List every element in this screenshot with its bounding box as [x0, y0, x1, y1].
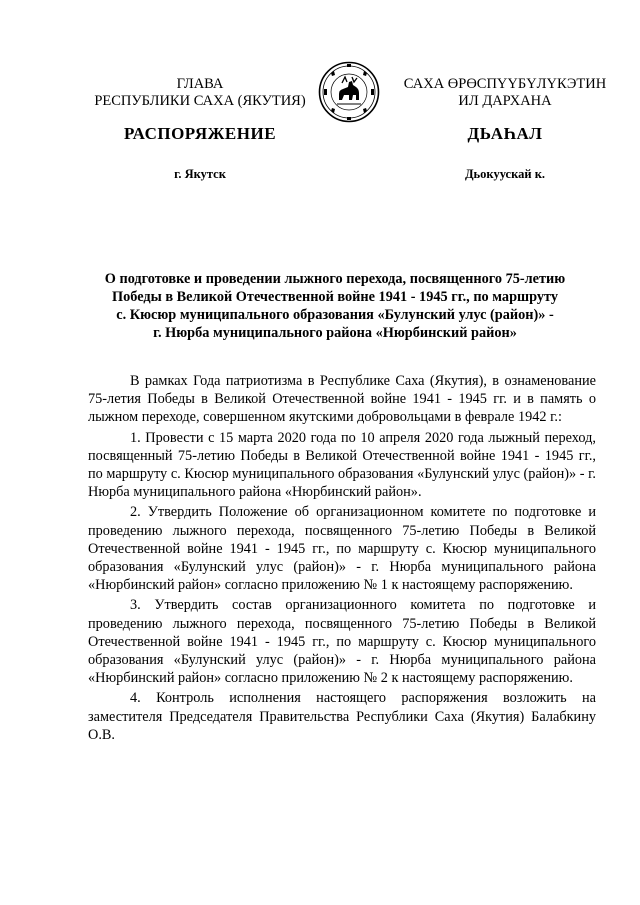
body-intro-paragraph: В рамках Года патриотизма в Республике Саха (Якутия), в ознаменование 75-летия Победы в Великой Отечественной войне 1941 - 1945 гг. и в память о лыжном переходе, совершенном якутскими добровольцами в феврале 1942 г.:: [88, 373, 596, 426]
header-left-line2: РЕСПУБЛИКИ САХА (ЯКУТИЯ): [94, 93, 306, 109]
document-type-title-ru: РАСПОРЯЖЕНИЕ: [123, 124, 277, 143]
subject-line-1: О подготовке и проведении лыжного перехода, посвященного 75-летию: [104, 271, 566, 287]
subject-line-2: Победы в Великой Отечественной войне 1941 - 1945 гг., по маршруту: [112, 289, 558, 305]
document-type-title-sah: ДЬАҺАЛ: [467, 124, 543, 143]
coat-of-arms-emblem-icon: [318, 60, 380, 124]
body-item-4: 4. Контроль исполнения настоящего распоряжения возложить на заместителя Председателя Правительства Республики Саха (Якутия) Балабкину О.В.: [88, 690, 596, 743]
subject-line-3: с. Кюсюр муниципального образования «Булунский улус (район)» -: [116, 307, 554, 323]
header-left-block: [80, 76, 320, 110]
subject-line-4: г. Нюрба муниципального района «Нюрбинский район»: [153, 325, 517, 341]
city-sah: Дьокуускай к.: [464, 167, 546, 181]
city-ru: г. Якутск: [174, 167, 226, 181]
body-item-3: 3. Утвердить состав организационного комитета по подготовке и проведению лыжного перехода, посвященного 75-летию Победы в Великой Отечественной войне 1941 - 1945 гг., по маршруту с. Кюсюр муниципального образования «Булунский улус (район)» - г. Нюрба муниципального района «Нюрбинский район» согласно приложению № 2 к настоящему распоряжению.: [88, 597, 596, 687]
header-right-block: [390, 76, 620, 110]
header-right-line1: САХА ӨРӨСПҮҮБҮЛҮКЭТИН: [403, 76, 607, 92]
header-right-line2: ИЛ ДАРХАНА: [458, 93, 552, 109]
document-subject: [70, 270, 600, 342]
document-body: [88, 372, 596, 744]
body-item-1: 1. Провести с 15 марта 2020 года по 10 апреля 2020 года лыжный переход, посвященный 75-летию Победы в Великой Отечественной войне 1941 - 1945 гг., по маршруту с. Кюсюр муниципального образования «Булунский улус (район)» - г. Нюрба муниципального района «Нюрбинский район».: [88, 429, 596, 501]
body-item-2: 2. Утвердить Положение об организационном комитете по подготовке и проведению лыжного перехода, посвященного 75-летию Победы в Великой Отечественной войне 1941 - 1945 гг., по маршруту с. Кюсюр муниципального образования «Булунский улус (район)» - г. Нюрба муниципального района «Нюрбинский район» согласно приложению № 1 к настоящему распоряжению.: [88, 504, 596, 594]
header-left-line1: ГЛАВА: [176, 76, 224, 92]
